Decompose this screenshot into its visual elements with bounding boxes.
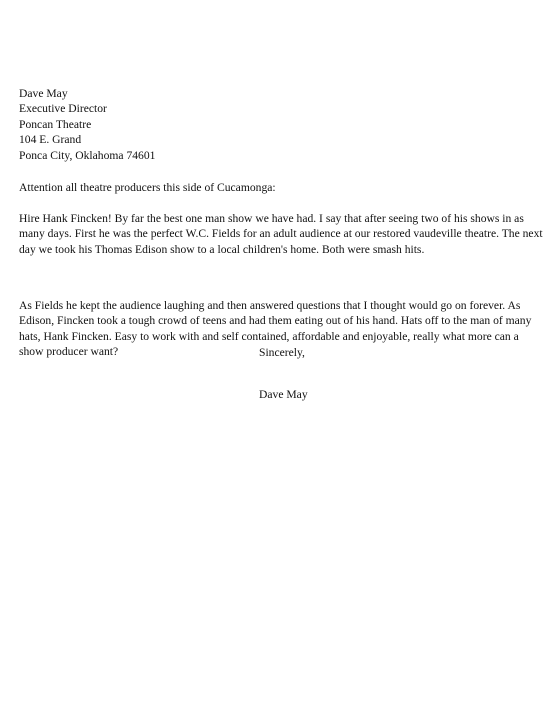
attention-line: Attention all theatre producers this side of Cucamonga: bbox=[19, 181, 276, 194]
paragraph-line: day we took his Thomas Edison show to a local children's home. Both were smash hits. bbox=[19, 242, 425, 256]
body-paragraph-1 bbox=[19, 211, 543, 257]
paragraph-line: As Fields he kept the audience laughing and then answered questions that I thought would go on forever. As bbox=[19, 299, 521, 312]
paragraph-line: hats, Hank Fincken. Easy to work with and self contained, affordable and enjoyable, really what more can a bbox=[19, 329, 519, 343]
signature-name: Dave May bbox=[259, 388, 308, 401]
sender-name: Dave May bbox=[19, 87, 68, 100]
paragraph-line: many days. First he was the perfect W.C. Fields for an adult audience at our restored vaudeville theatre. The next bbox=[19, 227, 543, 241]
closing-salutation: Sincerely, bbox=[259, 346, 305, 359]
sender-address-block bbox=[19, 86, 155, 163]
sender-title: Executive Director bbox=[19, 102, 107, 116]
sender-street: 104 E. Grand bbox=[19, 133, 82, 147]
paragraph-line: Edison, Fincken took a tough crowd of teens and had them eating out of his hand. Hats off to the man of many bbox=[19, 314, 532, 328]
paragraph-line: Hire Hank Fincken! By far the best one man show we have had. I say that after seeing two of his shows in as bbox=[19, 212, 524, 225]
paragraph-line: show producer want? bbox=[19, 345, 119, 359]
sender-organization: Poncan Theatre bbox=[19, 117, 92, 131]
sender-city-state-zip: Ponca City, Oklahoma 74601 bbox=[19, 148, 156, 162]
